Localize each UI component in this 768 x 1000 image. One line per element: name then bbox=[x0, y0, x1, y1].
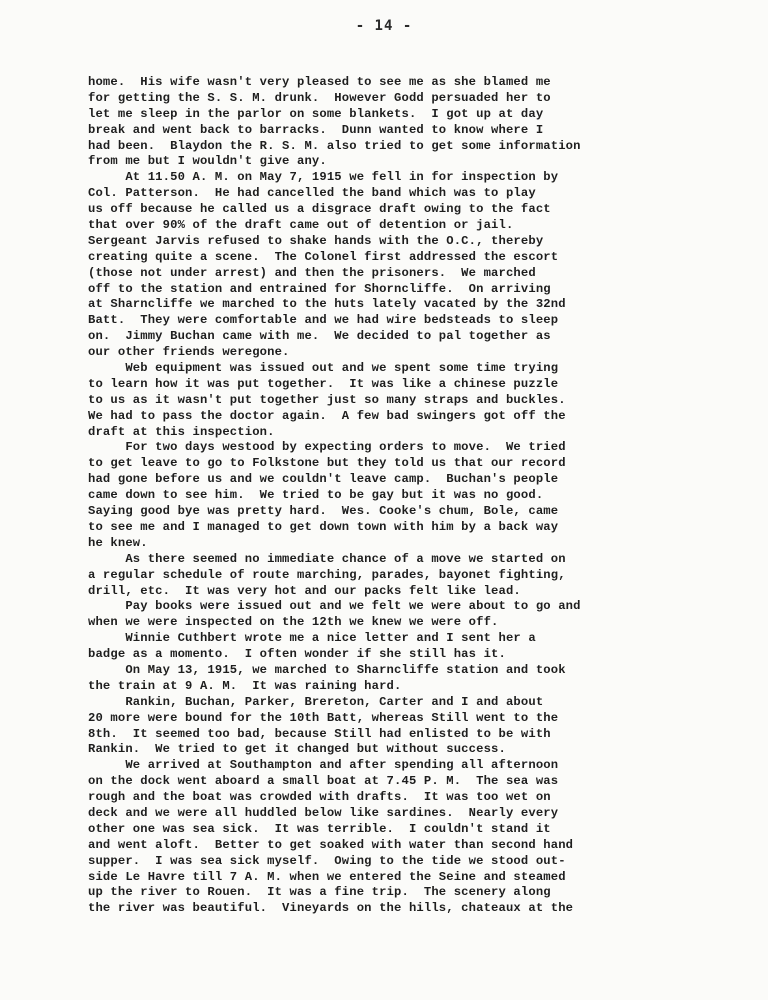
text-line: Pay books were issued out and we felt we were about to go and bbox=[88, 599, 581, 614]
text-line: on. Jimmy Buchan came with me. We decided to pal together as bbox=[88, 329, 551, 344]
text-line: deck and we were all huddled below like sardines. Nearly every bbox=[88, 805, 559, 820]
page-number: - 14 - bbox=[355, 18, 413, 34]
text-line: up the river to Rouen. It was a fine trip. The scenery along bbox=[88, 885, 551, 900]
text-line: the train at 9 A. M. It was raining hard. bbox=[88, 678, 402, 693]
text-line: for getting the S. S. M. drunk. However Godd persuaded her to bbox=[88, 90, 551, 105]
text-line: 8th. It seemed too bad, because Still had enlisted to be with bbox=[88, 726, 551, 741]
text-line: Batt. They were comfortable and we had wire bedsteads to sleep bbox=[88, 313, 559, 328]
text-line: Rankin, Buchan, Parker, Brereton, Carter and I and about bbox=[88, 694, 544, 709]
text-line: rough and the boat was crowded with drafts. It was too wet on bbox=[88, 790, 551, 805]
text-line: us off because he called us a disgrace draft owing to the fact bbox=[88, 202, 551, 217]
text-line: came down to see him. We tried to be gay but it was no good. bbox=[88, 488, 544, 503]
text-line: to learn how it was put together. It was like a chinese puzzle bbox=[88, 376, 559, 391]
text-line: Col. Patterson. He had cancelled the band which was to play bbox=[88, 186, 536, 201]
text-line: draft at this inspection. bbox=[88, 424, 275, 439]
text-line: other one was sea sick. It was terrible. I couldn't stand it bbox=[88, 821, 551, 836]
text-line: (those not under arrest) and then the prisoners. We marched bbox=[88, 265, 536, 280]
text-line: that over 90% of the draft came out of detention or jail. bbox=[88, 218, 514, 233]
text-line: off to the station and entrained for Shorncliffe. On arriving bbox=[88, 281, 551, 296]
text-line: on the dock went aboard a small boat at 7.45 P. M. The sea was bbox=[88, 774, 559, 789]
text-line: For two days westood by expecting orders to move. We tried bbox=[88, 440, 566, 455]
text-line: he knew. bbox=[88, 535, 148, 550]
text-line: We had to pass the doctor again. A few bad swingers got off the bbox=[88, 408, 566, 423]
text-line: drill, etc. It was very hot and our packs felt like lead. bbox=[88, 583, 521, 598]
text-line: to see me and I managed to get down town with him by a back way bbox=[88, 519, 559, 534]
text-line: We arrived at Southampton and after spending all afternoon bbox=[88, 758, 559, 773]
text-line: side Le Havre till 7 A. M. when we entered the Seine and steamed bbox=[88, 869, 566, 884]
text-line: from me but I wouldn't give any. bbox=[88, 154, 327, 169]
typewritten-body bbox=[88, 75, 708, 917]
text-line: our other friends weregone. bbox=[88, 345, 290, 360]
text-line: Saying good bye was pretty hard. Wes. Cooke's chum, Bole, came bbox=[88, 504, 559, 519]
text-line: Winnie Cuthbert wrote me a nice letter and I sent her a bbox=[88, 631, 536, 646]
text-line: At 11.50 A. M. on May 7, 1915 we fell in for inspection by bbox=[88, 170, 559, 185]
text-line: badge as a momento. I often wonder if she still has it. bbox=[88, 647, 506, 662]
text-line: As there seemed no immediate chance of a move we started on bbox=[88, 551, 566, 566]
text-line: and went aloft. Better to get soaked with water than second hand bbox=[88, 837, 574, 852]
text-line: let me sleep in the parlor on some blankets. I got up at day bbox=[88, 106, 544, 121]
text-line: Rankin. We tried to get it changed but without success. bbox=[88, 742, 506, 757]
text-line: supper. I was sea sick myself. Owing to the tide we stood out- bbox=[88, 853, 566, 868]
text-line: the river was beautiful. Vineyards on the hills, chateaux at the bbox=[88, 901, 574, 916]
text-line: creating quite a scene. The Colonel first addressed the escort bbox=[88, 249, 559, 264]
text-line: home. His wife wasn't very pleased to see me as she blamed me bbox=[88, 75, 551, 89]
text-line: had gone before us and we couldn't leave camp. Buchan's people bbox=[88, 472, 559, 487]
text-line: to us as it wasn't put together just so many straps and buckles. bbox=[88, 392, 566, 407]
text-line: Web equipment was issued out and we spent some time trying bbox=[88, 361, 559, 376]
text-line: Sergeant Jarvis refused to shake hands with the O.C., thereby bbox=[88, 233, 544, 248]
text-line: a regular schedule of route marching, parades, bayonet fighting, bbox=[88, 567, 566, 582]
text-line: 20 more were bound for the 10th Batt, whereas Still went to the bbox=[88, 710, 559, 725]
text-line: when we were inspected on the 12th we knew we were off. bbox=[88, 615, 499, 630]
text-line: had been. Blaydon the R. S. M. also tried to get some information bbox=[88, 138, 581, 153]
text-line: to get leave to go to Folkstone but they told us that our record bbox=[88, 456, 566, 471]
text-line: break and went back to barracks. Dunn wanted to know where I bbox=[88, 122, 544, 137]
text-line: On May 13, 1915, we marched to Sharncliffe station and took bbox=[88, 662, 566, 677]
text-line: at Sharncliffe we marched to the huts lately vacated by the 32nd bbox=[88, 297, 566, 312]
